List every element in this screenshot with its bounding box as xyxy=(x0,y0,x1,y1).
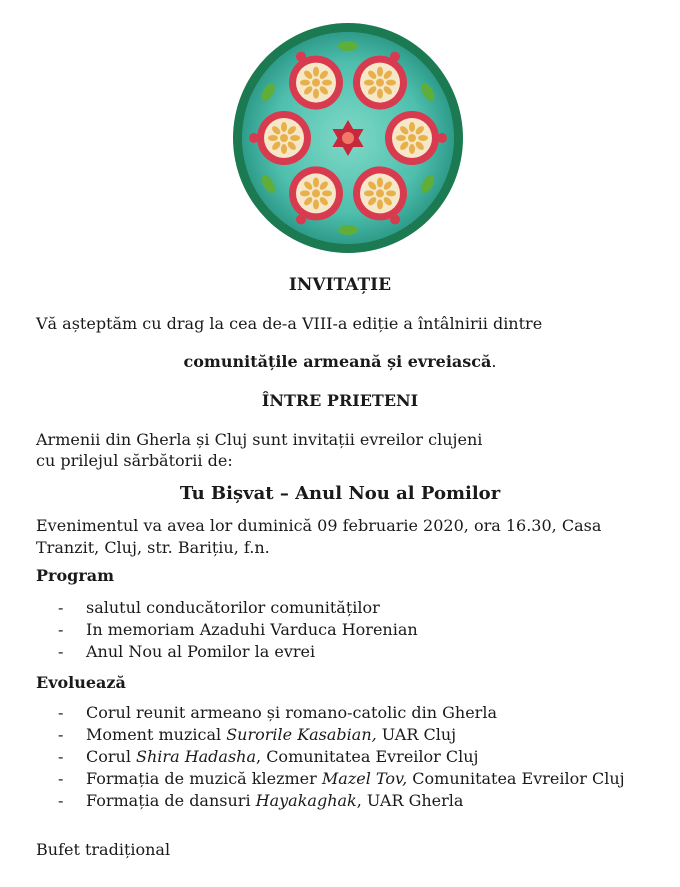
leaf-icon xyxy=(338,225,358,235)
performer-item: - Moment muzical Surorile Kasabian, UAR Cluj xyxy=(58,725,457,744)
program-item: - salutul conducătorilor comunităților xyxy=(58,598,380,617)
bullet-dash: - xyxy=(58,642,64,661)
event-details-line-1: Evenimentul va avea lor duminică 09 februarie 2020, ora 16.30, Casa xyxy=(36,516,602,535)
communities-suffix: . xyxy=(491,352,497,371)
motto: ÎNTRE PRIETENI xyxy=(261,391,419,410)
bullet-dash: - xyxy=(58,791,64,810)
invitation-line-1: Armenii din Gherla și Cluj sunt invitații evreilor clujeni xyxy=(36,430,483,449)
bullet-dash: - xyxy=(58,725,64,744)
pomegranate-mandala-emblem xyxy=(232,22,464,254)
bullet-dash: - xyxy=(58,620,64,639)
intro-text: Vă așteptăm cu drag la cea de-a VIII-a ediție a întâlnirii dintre xyxy=(36,314,543,333)
performer-item: - Formația de dansuri Hayakaghak, UAR Gherla xyxy=(58,791,464,810)
program-item: - Anul Nou al Pomilor la evrei xyxy=(58,642,316,661)
event-details-line-2: Tranzit, Cluj, str. Barițiu, f.n. xyxy=(36,538,270,557)
communities-text: comunitățile armeană și evreiască xyxy=(183,352,492,371)
program-item: - In memoriam Azaduhi Varduca Horenian xyxy=(58,620,418,639)
invitation-heading: INVITAȚIE xyxy=(288,275,392,295)
communities-line xyxy=(0,352,680,371)
program-list xyxy=(58,597,418,663)
performer-item: - Formația de muzică klezmer Mazel Tov, Comunitatea Evreilor Cluj xyxy=(58,769,625,788)
bullet-dash: - xyxy=(58,598,64,617)
bullet-dash: - xyxy=(58,747,64,766)
invitation-line-2: cu prilejul sărbătorii de: xyxy=(36,451,233,470)
bullet-dash: - xyxy=(58,769,64,788)
bullet-dash: - xyxy=(58,703,64,722)
leaf-icon xyxy=(338,41,358,51)
program-title: Program xyxy=(36,566,115,585)
event-title: Tu Bișvat – Anul Nou al Pomilor xyxy=(179,483,501,504)
performers-list xyxy=(58,702,625,812)
performer-item: - Corul reunit armeano și romano-catolic din Gherla xyxy=(58,703,497,722)
performer-item: - Corul Shira Hadasha, Comunitatea Evreilor Cluj xyxy=(58,747,479,766)
buffet-text: Bufet tradițional xyxy=(36,840,171,859)
performers-title: Evoluează xyxy=(36,673,126,692)
